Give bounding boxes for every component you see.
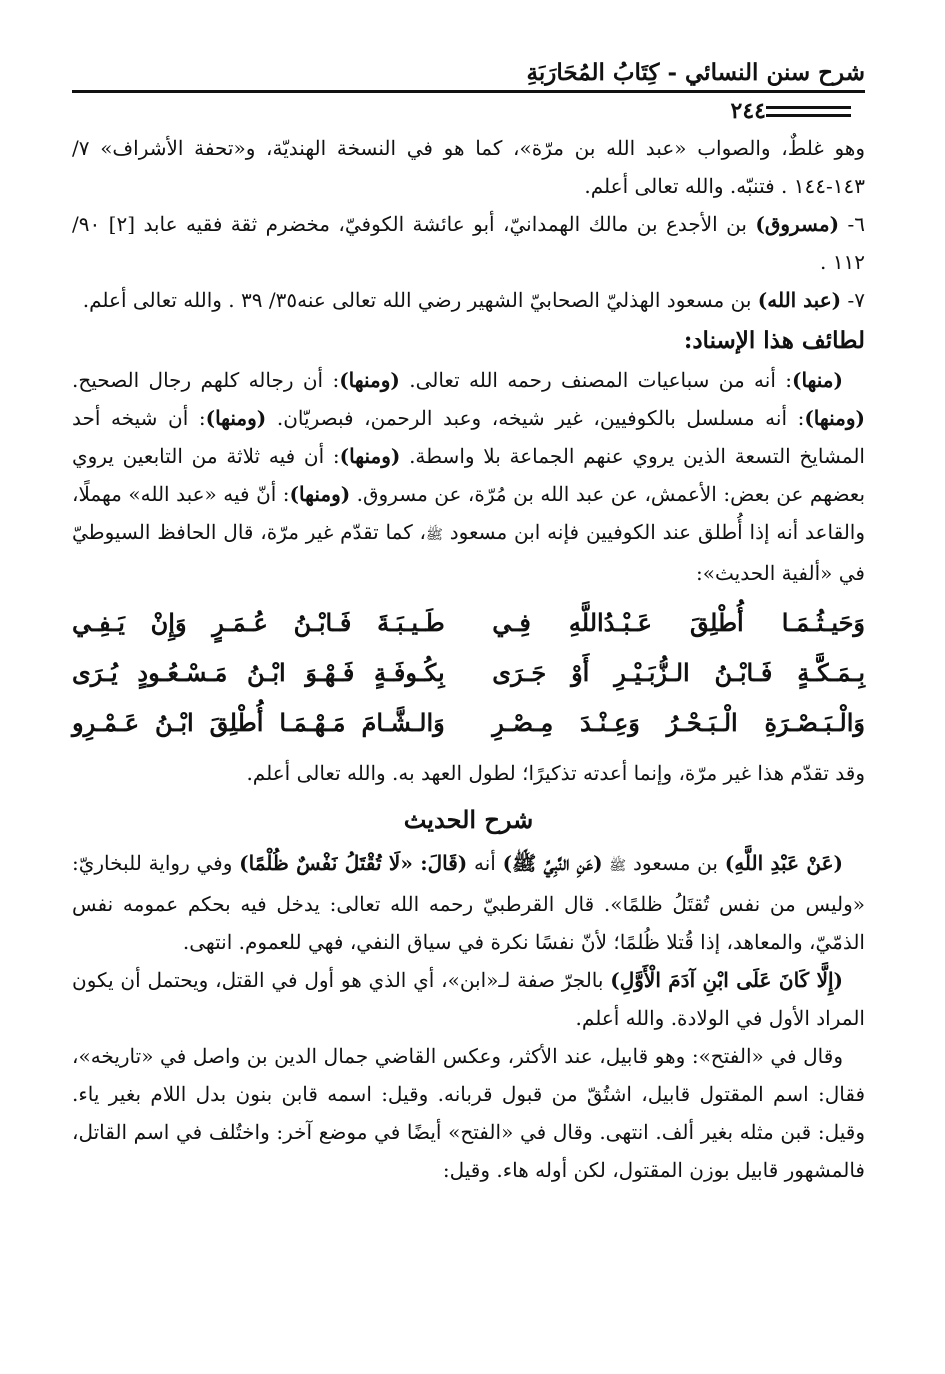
lataif-heading: لطائف هذا الإسناد: — [683, 327, 865, 354]
poem-verse — [72, 648, 865, 698]
paragraph-correction — [72, 129, 865, 205]
sharh-text: بن مسعود — [626, 851, 725, 875]
lataif-text: : أنّ فيه «عبد الله» مهملًا، والقاعد أنه إذا أُطلق عند الكوفيين فإنه ابن مسعود — [72, 482, 865, 544]
page-number-row — [72, 93, 865, 129]
lataif-marker: (ومنها) — [804, 406, 865, 430]
lataif-text: : أنه مسلسل بالكوفيين، غير شيخه، وعبد الرحمن، فبصريّان. — [266, 406, 805, 430]
sharh-text: أنه — [467, 851, 503, 875]
lataif-marker: (منها) — [792, 368, 843, 392]
lataif-paragraph — [72, 361, 865, 592]
salawat-glyph: ﷺ — [609, 858, 627, 874]
lataif-marker: (ومنها) — [339, 444, 401, 468]
lataif-text: ، كما تقدّم غير مرّة، قال الحافظ السيوطيّ في «ألفية الحديث»: — [72, 520, 865, 585]
book-page — [72, 40, 865, 1334]
poem-hemistich-right: وَحَيـثُـمَـا أُطْلِقَ عَـبْـدُاللَّهِ فِـي — [492, 608, 865, 637]
running-header-title: شرح سنن النسائي - كِتَابُ المُحَارَبَةِ — [526, 59, 865, 86]
hadith-quote: (عَنْ عَبْدِ اللَّهِ) — [724, 851, 844, 875]
narrator-7-number: ٧- — [841, 288, 865, 312]
sharh-paragraph-2 — [72, 961, 865, 1037]
hadith-quote: (عَنِ النَّبِيِّ ﷺ) — [502, 851, 603, 875]
lataif-marker: (ومنها) — [289, 482, 351, 506]
running-header — [72, 40, 865, 86]
lataif-text: : أن شيخه أحد المشايخ التسعة الذين يروي عنهم الجماعة بلا واسطة. — [72, 406, 865, 468]
salawat-glyph: ﷺ — [426, 527, 443, 543]
page-number-bars — [766, 101, 851, 122]
narrator-6-text: بن الأجدع بن مالك الهمدانيّ، أبو عائشة الكوفيّ، مخضرم ثقة فقيه عابد [٢] ٩٠/ ١١٢ . — [72, 212, 865, 274]
poem-hemistich-right: بِـمَـكَّـةٍ فَـابْـنُ الـزُّبَـيْـرِ أَوْ جَـرَى — [492, 658, 865, 687]
poem-hemistich-right: وَالْـبَـصْـرَةِ الْـبَـحْـرُ وَعِـنْـدَ مِـصْـرِ — [492, 708, 865, 737]
narrator-7-text: بن مسعود الهذليّ الصحابيّ الشهير رضي الله تعالى عنه٣٥/ ٣٩ . والله تعالى أعلم. — [82, 288, 758, 312]
page-number: ٢٤٤ — [730, 98, 766, 124]
correction-text-1: وهو غلطٌ، والصواب «عبد الله بن مرّة»، كما هو في النسخة الهنديّة، و«تحفة الأشراف» — [100, 136, 865, 160]
lataif-text: : أن رجاله كلهم رجال الصحيح. — [72, 368, 340, 392]
narrator-6 — [72, 205, 865, 281]
poem-hemistich-left: بِكُـوفَـةٍ فَـهْـوَ ابْـنُ مَـسْـعُـودٍ يُـرَى — [72, 658, 445, 687]
lataif-marker: (ومنها) — [339, 368, 400, 392]
narrator-6-number: ٦- — [839, 212, 865, 236]
sharh-text: بالجرّ صفة لـ«ابن»، أي الذي هو أول في القتل، ويحتمل أن يكون المراد الأول في الولادة. والله أعلم. — [72, 968, 865, 1030]
hadith-quote: (إِلَّا كَانَ عَلَى ابْنِ آدَمَ الْأَوَّلِ) — [610, 968, 844, 992]
poem-hemistich-left: وَالـشَّـامَ مَـهْـمَـا أُطْلِقَ ابْـنُ عَـمْـرِو — [72, 708, 445, 737]
lataif-marker: (ومنها) — [205, 406, 267, 430]
sharh-text: وفي رواية للبخاريّ: «وليس من نفس تُقتَلُ ظلمًا». قال القرطبيّ رحمه الله تعالى: يدخل فيه بحكم عمومه نفس الذمّيّ، والمعاهد، إذا قُتلا ظُلمًا؛ لأنّ نفسًا نكرة في سياق النفي، فهي للعموم. انتهى. — [72, 851, 865, 954]
narrator-6-name: (مسروق) — [755, 212, 840, 236]
poem — [72, 598, 865, 748]
lataif-text: : أنه من سباعيات المصنف رحمه الله تعالى. — [399, 368, 792, 392]
lataif-text: : أن فيه ثلاثة من التابعين يروي بعضهم عن بعض: الأعمش، عن عبد الله بن مُرّة، عن مسروق. — [72, 444, 866, 506]
narrator-7 — [72, 281, 865, 319]
sharh-paragraph-1 — [72, 844, 865, 961]
after-poem-text: وقد تقدّم هذا غير مرّة، وإنما أعدته تذكيرًا؛ لطول العهد به. والله تعالى أعلم. — [246, 761, 865, 785]
narrator-7-name: (عبد الله) — [757, 288, 842, 312]
sharh-paragraph-3: وقال في «الفتح»: وهو قابيل، عند الأكثر، وعكس القاضي جمال الدين بن واصل في «تاريخه»، فقال: اسم المقتول قابيل، اشتُقّ من قبول قربانه. وقيل: اسمه قابن بنون بدل اللام بغير ياء. وقيل: قبن مثله بغير ألف. انتهى. وقال في «الفتح» أيضًا في موضع آخر: واختُلف في اسم القاتل، فالمشهور قابيل بوزن المقتول، لكن أوله هاء. وقيل: — [72, 1044, 866, 1182]
poem-hemistich-left: طَـيـبَـةَ فَـابْـنُ عُـمَـرٍ وَإِنْ يَـفِـي — [72, 608, 445, 637]
sharh-heading: شرح الحديث — [403, 805, 534, 834]
hadith-quote: (قَالَ: «لَا تُقْتَلُ نَفْسٌ ظُلْمًا) — [239, 851, 468, 875]
correction-text-2: ٧/ ١٤٣-١٤٤ . فتنبّه. والله تعالى أعلم. — [72, 136, 865, 198]
poem-verse — [72, 698, 865, 748]
poem-verse — [72, 598, 865, 648]
